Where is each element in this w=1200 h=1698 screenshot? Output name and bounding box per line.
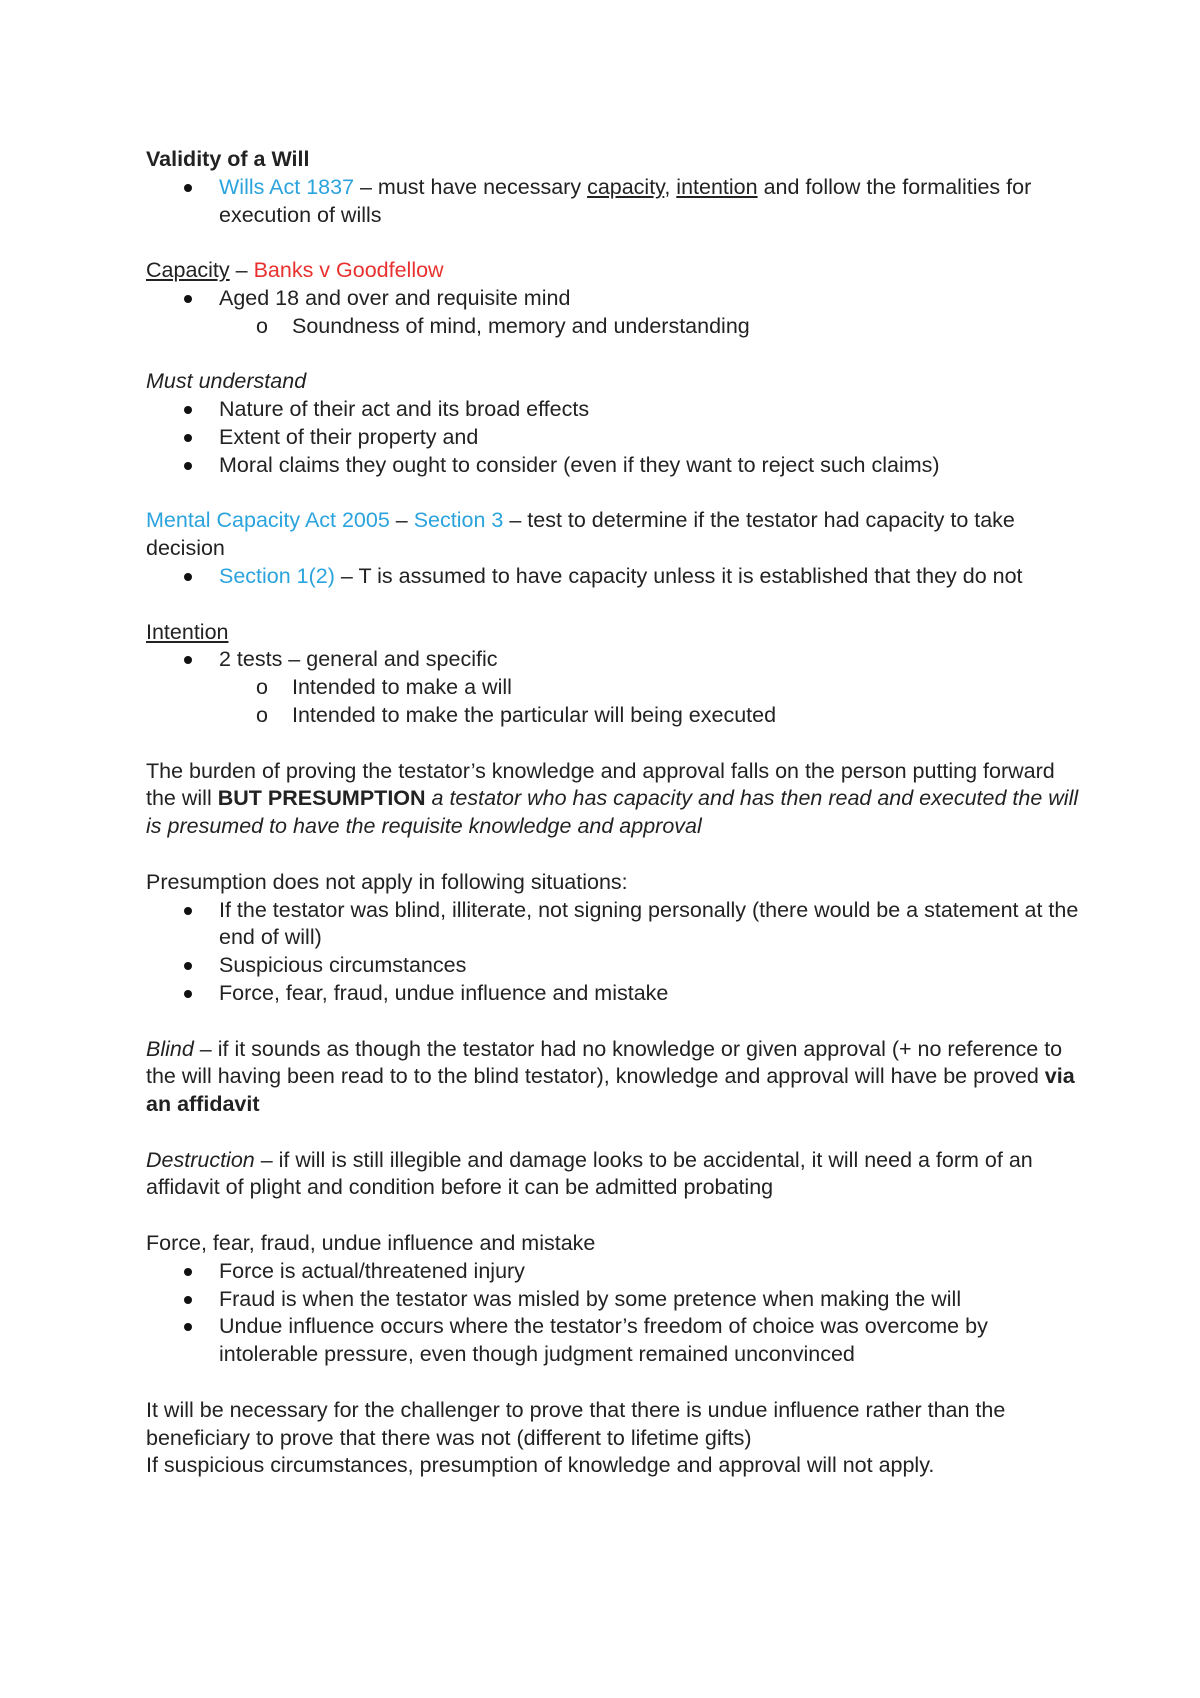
italic-label: Blind — [146, 1036, 194, 1061]
destruction-paragraph — [146, 1147, 1080, 1203]
must-understand-heading: Must understand — [146, 369, 307, 394]
statute-reference: Mental Capacity Act 2005 — [146, 508, 390, 533]
sub-list-item: o Intended to make a will — [292, 674, 1080, 702]
text-span: – test to determine if the testator had capacity to take decision — [146, 508, 1015, 561]
list-item: Undue influence occurs where the testator’s freedom of choice was overcome by intolerable pressure, even though judgment remained unconvinced — [219, 1313, 1080, 1369]
italic-emphasis: a testator who has capacity and has then read and executed the will is presumed to have the requisite knowledge and approval — [146, 786, 1079, 839]
list-item: Force is actual/threatened injury — [219, 1258, 1080, 1286]
section-reference: Section 1(2) — [219, 563, 335, 588]
list-item — [219, 285, 1080, 341]
text-span: – T is assumed to have capacity unless it is established that they do not — [334, 563, 1023, 588]
text-span: and follow the formalities for execution of wills — [219, 174, 1032, 227]
text-span: – — [389, 508, 414, 533]
text-span: – must have necessary — [354, 174, 588, 199]
force-heading: Force, fear, fraud, undue influence and mistake — [146, 1231, 596, 1256]
text-span: , — [664, 174, 677, 199]
mca-paragraph — [146, 507, 1080, 563]
sub-list-item: o Intended to make the particular will being executed — [292, 702, 1080, 730]
conclusion-paragraph: It will be necessary for the challenger to prove that there is undue influence rather than the beneficiary to prove that there was not (different to lifetime gifts) — [146, 1397, 1006, 1450]
list-item: Force, fear, fraud, undue influence and mistake — [219, 980, 1080, 1008]
intention-list — [146, 646, 1080, 729]
text-span: – if will is still illegible and damage looks to be accidental, it will need a form of an affidavit of plight and condition before it can be admitted probating — [146, 1147, 1033, 1200]
intro-list — [146, 174, 1080, 230]
text-span: – — [229, 258, 254, 283]
underlined-term: intention — [676, 174, 758, 199]
statute-reference: Wills Act 1837 — [219, 174, 355, 199]
must-understand-list — [146, 396, 1080, 479]
capacity-list — [146, 285, 1080, 341]
list-item-text: Aged 18 and over and requisite mind — [219, 285, 571, 310]
intention-heading: Intention — [146, 619, 229, 644]
text-span: The burden of proving the testator’s knowledge and approval falls on the person putting forward the will — [146, 758, 1055, 811]
list-item: Fraud is when the testator was misled by some pretence when making the will — [219, 1286, 1080, 1314]
italic-label: Destruction — [146, 1147, 255, 1172]
capacity-heading — [146, 257, 1080, 285]
list-item: If the testator was blind, illiterate, not signing personally (there would be a statement at the end of will) — [219, 897, 1080, 953]
intention-sublist — [219, 674, 1080, 730]
section-heading: Capacity — [146, 258, 230, 283]
underlined-term: capacity — [587, 174, 665, 199]
capacity-sublist — [219, 313, 1080, 341]
presumption-list — [146, 897, 1080, 1008]
list-item: Nature of their act and its broad effects — [219, 396, 1080, 424]
list-item — [219, 563, 1080, 591]
bold-emphasis: via an affidavit — [146, 1064, 1075, 1117]
burden-paragraph — [146, 758, 1080, 841]
list-item: Moral claims they ought to consider (even if they want to reject such claims) — [219, 452, 1080, 480]
conclusion-paragraph: If suspicious circumstances, presumption of knowledge and approval will not apply. — [146, 1453, 935, 1478]
text-span: – if it sounds as though the testator had no knowledge or given approval (+ no reference to the will having been read to to the blind testator), knowledge and approval will have be proved — [146, 1036, 1063, 1089]
sub-list-item: o Soundness of mind, memory and understanding — [292, 313, 1080, 341]
list-item: Suspicious circumstances — [219, 952, 1080, 980]
blind-paragraph — [146, 1036, 1080, 1119]
mca-list — [146, 563, 1080, 591]
list-item: Extent of their property and — [219, 424, 1080, 452]
presumption-heading: Presumption does not apply in following situations: — [146, 869, 628, 894]
bold-emphasis: BUT PRESUMPTION — [217, 786, 426, 811]
list-item-text: 2 tests – general and specific — [219, 647, 498, 672]
list-item — [219, 174, 1080, 230]
list-item — [219, 646, 1080, 729]
force-list — [146, 1258, 1080, 1369]
case-reference: Banks v Goodfellow — [253, 258, 444, 283]
section-reference: Section 3 — [413, 508, 504, 533]
document-title: Validity of a Will — [146, 147, 310, 171]
